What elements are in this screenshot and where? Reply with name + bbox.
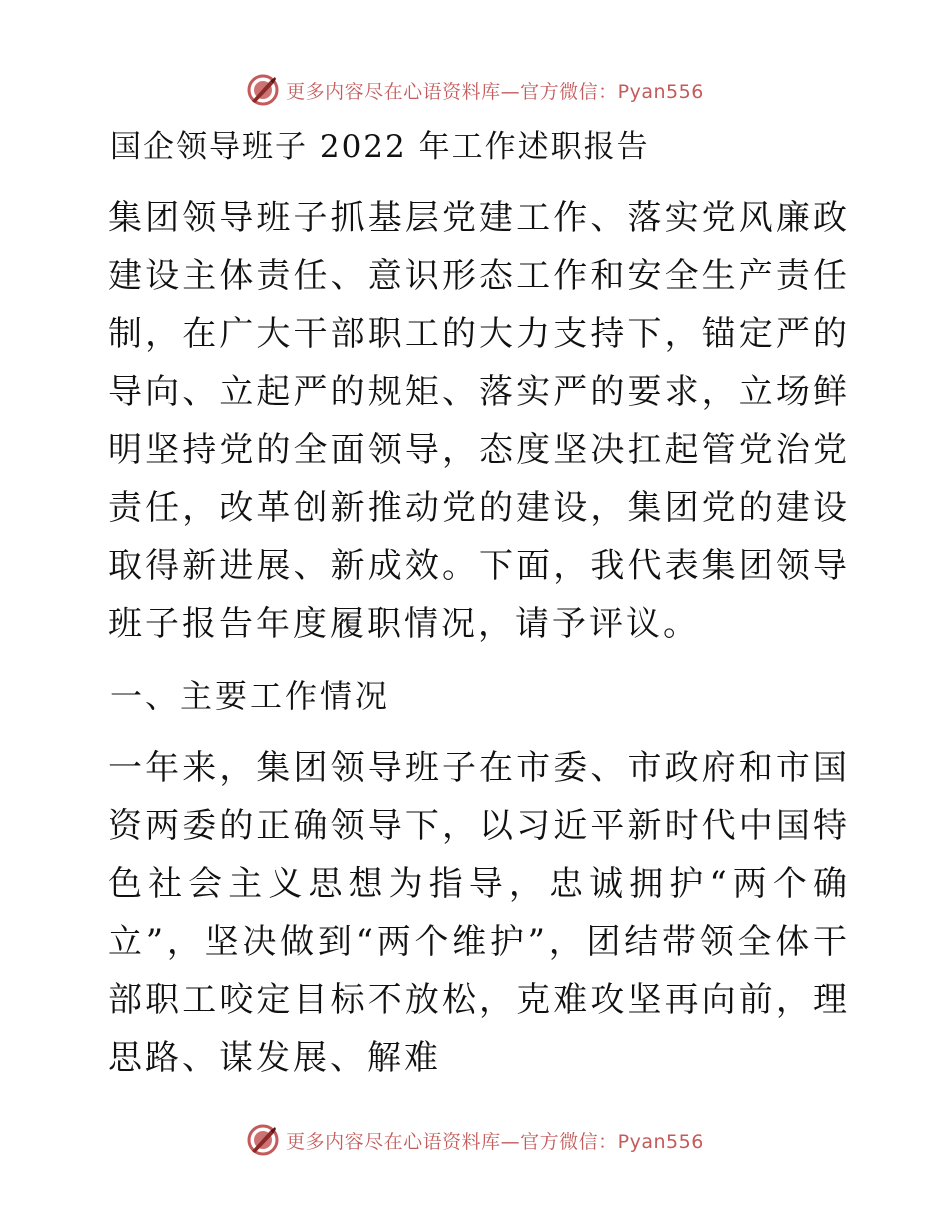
footer-watermark <box>0 1120 950 1160</box>
document-body <box>100 118 850 1087</box>
document-title: 国企领导班子 2022 年工作述职报告 <box>110 129 650 165</box>
feather-pen-logo-icon <box>246 73 280 107</box>
feather-pen-logo-icon <box>246 1123 280 1157</box>
watermark-text: 更多内容尽在心语资料库—官方微信：Pyan556 <box>286 80 704 103</box>
watermark-text: 更多内容尽在心语资料库—官方微信：Pyan556 <box>286 1130 704 1153</box>
section-heading-main-work: 一、主要工作情况 <box>110 677 391 715</box>
intro-paragraph: 集团领导班子抓基层党建工作、落实党风廉政建设主体责任、意识形态工作和安全生产责任制，在广大干部职工的大力支持下，锚定严的导向、立起严的规矩、落实严的要求，立场鲜明坚持党的全面领导，态度坚决扛起管党治党责任，改革创新推动党的建设，集团党的建设取得新进展、新成效。下面，我代表集团领导班子报告年度履职情况，请予评议。 <box>108 198 850 644</box>
work-summary-paragraph: 一年来，集团领导班子在市委、市政府和市国资两委的正确领导下，以习近平新时代中国特色社会主义思想为指导，忠诚拥护“两个确立”，坚决做到“两个维护”，团结带领全体干部职工咬定目标不放松，克难攻坚再向前，理思路、谋发展、解难 <box>108 748 850 1078</box>
header-watermark <box>0 70 950 110</box>
